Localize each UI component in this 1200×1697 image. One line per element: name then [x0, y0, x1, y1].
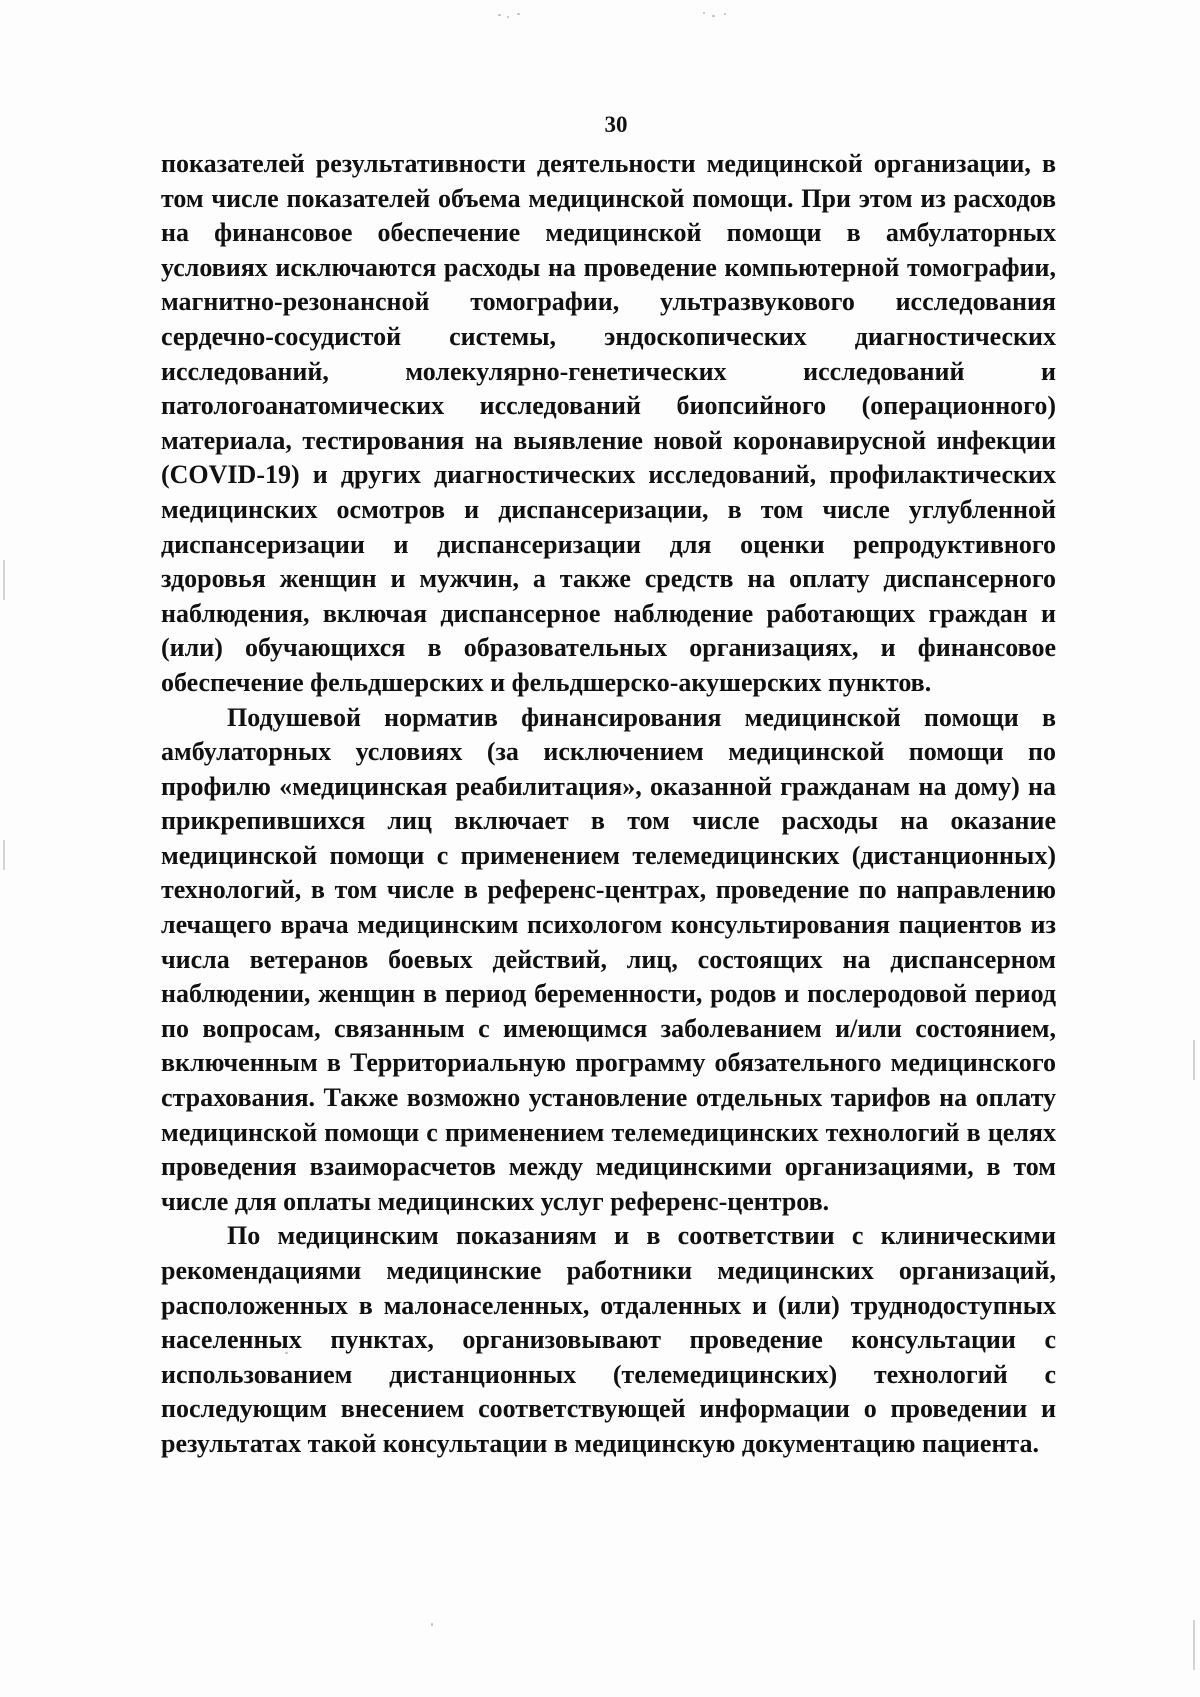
scan-edge-mark	[3, 560, 5, 600]
scan-edge-mark	[1193, 1620, 1195, 1670]
paragraph-3: По медицинским показаниям и в соответствии с клиническими рекомендациями медицинские работники медицинских организаций, расположенных в малонаселенных, отдаленных и (или) труднодоступных населенных пунктах, организовывают проведение консультации с использованием дистанционных (телемедицинских) технологий с последующим внесением соответствующей информации о проведении и результатах такой консультации в медицинскую документацию пациента.	[161, 1221, 1056, 1458]
document-body	[161, 147, 1056, 1462]
paragraph-2: Подушевой норматив финансирования медицинской помощи в амбулаторных условиях (за исключением медицинской помощи по профилю «медицинская реабилитация», оказанной гражданам на дому) на прикрепившихся лиц включает в том числе расходы на оказание медицинской помощи с применением телемедицинских (дистанционных) технологий, в том числе в референс-центрах, проведение по направлению лечащего врача медицинским психологом консультирования пациентов из числа ветеранов боевых действий, лиц, состоящих на диспансерном наблюдении, женщин в период беременности, родов и послеродовой период по вопросам, связанным с имеющимся заболеванием и/или состоянием, включенным в Территориальную программу обязательного медицинского страхования. Также возможно установление отдельных тарифов на оплату медицинской помощи с применением телемедицинских технологий в целях проведения взаиморасчетов между медицинскими организациями, в том числе для оплаты медицинских услуг референс-центров.	[161, 702, 1056, 1216]
scan-edge-mark	[3, 840, 5, 870]
scan-speck	[724, 13, 726, 15]
scan-speck	[703, 12, 705, 14]
scan-speck	[507, 16, 509, 18]
scan-edge-mark	[1193, 1040, 1195, 1080]
scan-speck	[498, 14, 501, 16]
paragraph-1: показателей результативности деятельности медицинской организации, в том числе показателей объема медицинской помощи. При этом из расходов на финансовое обеспечение медицинской помощи в амбулаторных условиях исключаются расходы на проведение компьютерной томографии, магнитно-резонансной томографии, ультразвукового исследования сердечно-сосудистой системы, эндоскопических диагностических исследований, молекулярно-генетических исследований и патологоанатомических исследований биопсийного (операционного) материала, тестирования на выявление новой коронавирусной инфекции (COVID-19) и других диагностических исследований, профилактических медицинских осмотров и диспансеризации, в том числе углубленной диспансеризации и диспансеризации для оценки репродуктивного здоровья женщин и мужчин, а также средств на оплату диспансерного наблюдения, включая диспансерное наблюдение работающих граждан и (или) обучающихся в образовательных организациях, и финансовое обеспечение фельдшерских и фельдшерско-акушерских пунктов.	[161, 149, 1056, 697]
scan-speck	[517, 13, 520, 15]
scan-speck	[431, 1623, 433, 1626]
page-number: 30	[604, 112, 628, 137]
scan-speck	[712, 15, 715, 17]
